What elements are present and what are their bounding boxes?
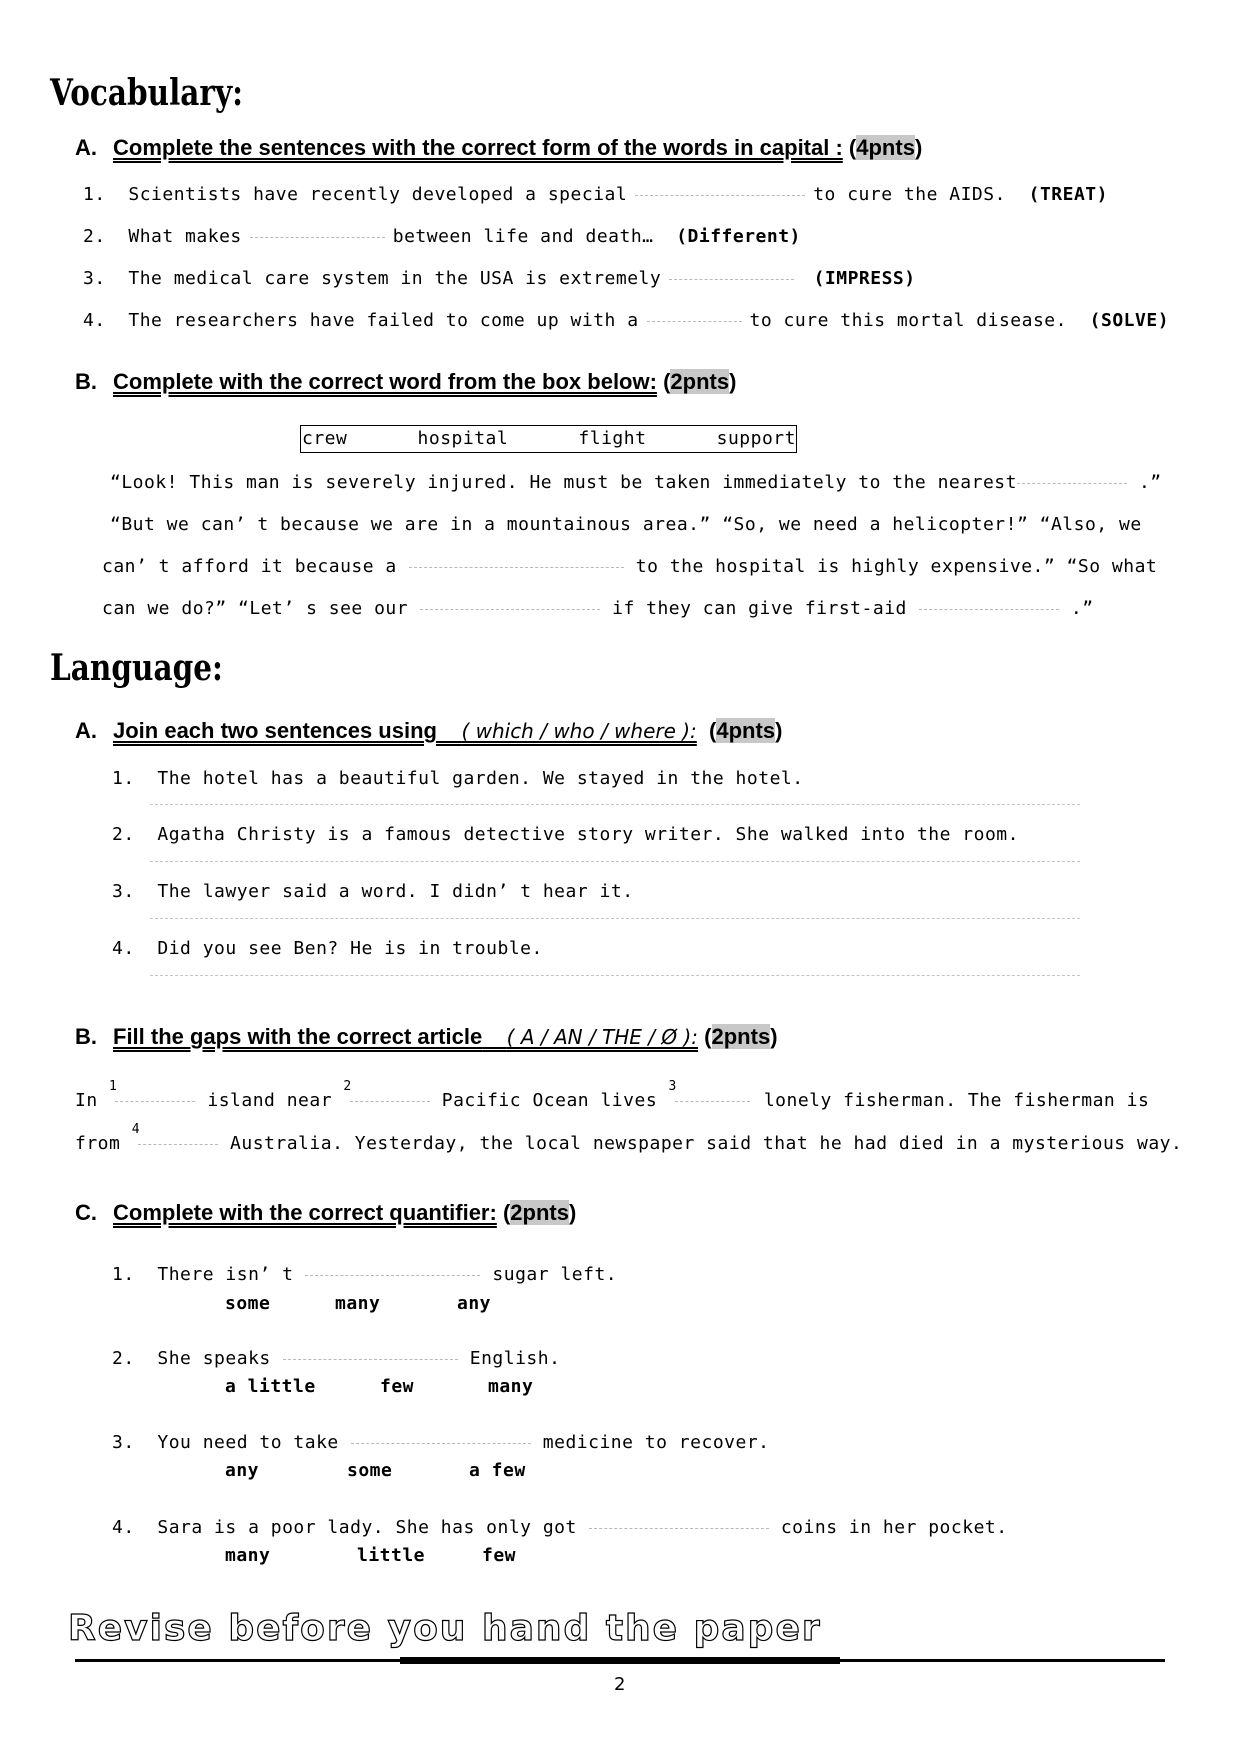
item-text: between life and death… bbox=[392, 226, 654, 247]
passage-text: In bbox=[75, 1090, 98, 1111]
answer-line[interactable] bbox=[150, 804, 1080, 805]
quantifier-options-2 bbox=[225, 1376, 533, 1397]
answer-line[interactable] bbox=[150, 918, 1080, 919]
item-text: Agatha Christy is a famous detective story writer. She walked into the room. bbox=[157, 824, 1019, 845]
section-title-vocabulary: Vocabulary: bbox=[50, 72, 244, 114]
lang-part-b-header bbox=[75, 1024, 778, 1050]
passage-line-4 bbox=[102, 598, 1094, 619]
part-letter: A. bbox=[75, 718, 97, 743]
item-text: sugar left. bbox=[492, 1264, 618, 1285]
instruction: Complete with the correct word from the box below: bbox=[113, 369, 657, 394]
passage-text: lonely fisherman. The fisherman is bbox=[763, 1090, 1150, 1111]
option[interactable]: a few bbox=[469, 1460, 526, 1481]
answer-line[interactable] bbox=[150, 861, 1080, 862]
item-text: What makes bbox=[128, 226, 242, 247]
item-number: 3. bbox=[112, 1432, 135, 1453]
box-word: flight bbox=[578, 428, 647, 449]
instruction-text: Fill the gaps with the correct article bbox=[113, 1024, 483, 1049]
item-text: to cure the AIDS. bbox=[813, 184, 1006, 205]
quantifier-item-1 bbox=[112, 1264, 617, 1285]
item-text: The researchers have failed to come up with a bbox=[128, 310, 639, 331]
word-cue: (SOLVE) bbox=[1089, 310, 1170, 331]
passage-line-2 bbox=[110, 514, 1142, 535]
answer-blank[interactable] bbox=[589, 1528, 769, 1529]
option[interactable]: a little bbox=[225, 1376, 316, 1397]
option[interactable]: many bbox=[488, 1376, 534, 1397]
points-badge: (2pnts) bbox=[704, 1024, 778, 1049]
points-value: 4pnts bbox=[716, 718, 776, 743]
instruction bbox=[113, 1024, 698, 1049]
option[interactable]: few bbox=[380, 1376, 415, 1397]
join-item-3 bbox=[112, 881, 634, 902]
quantifier-item-2 bbox=[112, 1348, 560, 1369]
quantifier-item-4 bbox=[112, 1517, 1008, 1538]
option[interactable]: little bbox=[357, 1545, 426, 1566]
join-item-4 bbox=[112, 938, 543, 959]
answer-blank[interactable] bbox=[1017, 483, 1127, 484]
item-number: 3. bbox=[112, 881, 135, 902]
points-value: 2pnts bbox=[510, 1200, 569, 1225]
item-text: Scientists have recently developed a special bbox=[128, 184, 628, 205]
answer-blank[interactable] bbox=[647, 321, 742, 322]
item-number: 2. bbox=[112, 824, 135, 845]
word-cue: (Different) bbox=[676, 226, 801, 247]
answer-blank[interactable] bbox=[115, 1101, 195, 1102]
passage-text: can’ t afford it because a bbox=[102, 556, 397, 577]
item-text: She speaks bbox=[157, 1348, 271, 1369]
join-item-1 bbox=[112, 768, 804, 789]
options: ( A / AN / THE / Ø ): bbox=[506, 1025, 699, 1049]
part-letter: C. bbox=[75, 1200, 97, 1225]
gap-number: 2 bbox=[343, 1079, 352, 1094]
box-word: hospital bbox=[417, 428, 509, 449]
item-text: You need to take bbox=[157, 1432, 339, 1453]
quantifier-options-1 bbox=[225, 1293, 491, 1314]
item-text: to cure this mortal disease. bbox=[749, 310, 1067, 331]
vocab-a-item-3 bbox=[83, 268, 916, 289]
answer-blank[interactable] bbox=[919, 609, 1059, 610]
passage-line-3 bbox=[102, 556, 1157, 577]
instruction: Complete with the correct quantifier: bbox=[113, 1200, 497, 1225]
quantifier-item-3 bbox=[112, 1432, 770, 1453]
vocab-part-b-header bbox=[75, 369, 736, 395]
part-letter: A. bbox=[75, 135, 97, 160]
vocab-a-item-4 bbox=[83, 310, 1169, 331]
item-text: coins in her pocket. bbox=[780, 1517, 1008, 1538]
item-text: The lawyer said a word. I didn’ t hear it. bbox=[157, 881, 634, 902]
item-number: 2. bbox=[112, 1348, 135, 1369]
passage-text: “But we can’ t because we are in a mountainous area.” “So, we need a helicopter!” “Also, we bbox=[110, 514, 1142, 535]
gap-number: 4 bbox=[131, 1122, 141, 1137]
item-text: medicine to recover. bbox=[542, 1432, 770, 1453]
points-value: 4pnts bbox=[856, 135, 915, 160]
option[interactable]: few bbox=[482, 1545, 517, 1566]
gap-number: 3 bbox=[668, 1079, 677, 1094]
section-title-language: Language: bbox=[50, 647, 223, 689]
join-item-2 bbox=[112, 824, 1019, 845]
item-number: 1. bbox=[83, 184, 106, 205]
option[interactable]: some bbox=[225, 1293, 271, 1314]
answer-blank[interactable] bbox=[283, 1359, 458, 1360]
quantifier-options-4 bbox=[225, 1545, 516, 1566]
item-number: 3. bbox=[83, 268, 106, 289]
instruction: Complete the sentences with the correct form of the words in capital : bbox=[113, 135, 843, 160]
passage-text: .” bbox=[1070, 598, 1094, 619]
item-text: There isn’ t bbox=[157, 1264, 294, 1285]
passage-text: island near bbox=[207, 1090, 333, 1111]
instruction bbox=[113, 718, 697, 743]
word-cue: (TREAT) bbox=[1028, 184, 1108, 205]
vocab-a-item-1 bbox=[83, 184, 1108, 205]
item-text: Did you see Ben? He is in trouble. bbox=[157, 938, 543, 959]
points-value: 2pnts bbox=[711, 1024, 771, 1049]
part-letter: B. bbox=[75, 1024, 97, 1049]
points-badge: (2pnts) bbox=[502, 1200, 577, 1225]
item-text: The medical care system in the USA is extremely bbox=[128, 268, 662, 289]
item-number: 1. bbox=[112, 1264, 135, 1285]
passage-text: Pacific Ocean lives bbox=[441, 1090, 658, 1111]
quantifier-options-3 bbox=[225, 1460, 526, 1481]
item-text: English. bbox=[469, 1348, 561, 1369]
passage-text: can we do?” “Let’ s see our bbox=[102, 598, 409, 619]
item-number: 4. bbox=[112, 1517, 135, 1538]
instruction-text: Join each two sentences using bbox=[113, 718, 437, 743]
vocab-part-a-header bbox=[75, 135, 922, 161]
passage-text: from bbox=[75, 1133, 121, 1154]
answer-blank[interactable] bbox=[669, 279, 794, 280]
box-word: support bbox=[716, 428, 796, 449]
footer-slogan: Revise before you hand the paper bbox=[68, 1608, 822, 1649]
item-number: 2. bbox=[83, 226, 106, 247]
article-line-1 bbox=[75, 1079, 1150, 1111]
item-number: 1. bbox=[112, 768, 135, 789]
box-word: crew bbox=[302, 428, 348, 449]
item-number: 4. bbox=[83, 310, 106, 331]
option[interactable]: many bbox=[335, 1293, 381, 1314]
answer-blank[interactable] bbox=[250, 237, 385, 238]
page-number: 2 bbox=[614, 1674, 626, 1695]
answer-blank[interactable] bbox=[138, 1144, 218, 1145]
lang-part-a-header bbox=[75, 718, 782, 744]
article-line-2 bbox=[75, 1122, 1183, 1154]
lang-part-c-header bbox=[75, 1200, 576, 1226]
passage-text: if they can give first-aid bbox=[612, 598, 907, 619]
item-text: Sara is a poor lady. She has only got bbox=[157, 1517, 577, 1538]
answer-blank[interactable] bbox=[305, 1275, 480, 1276]
options: ( which / who / where ): bbox=[461, 719, 697, 743]
option[interactable]: any bbox=[225, 1460, 260, 1481]
points-value: 2pnts bbox=[670, 369, 730, 394]
points-badge: (4pnts) bbox=[709, 718, 783, 743]
option[interactable]: any bbox=[457, 1293, 492, 1314]
word-box bbox=[300, 425, 797, 453]
answer-blank[interactable] bbox=[635, 195, 805, 196]
answer-blank[interactable] bbox=[351, 1443, 531, 1444]
answer-blank[interactable] bbox=[675, 1101, 750, 1102]
answer-line[interactable] bbox=[150, 975, 1080, 976]
word-cue: (IMPRESS) bbox=[813, 268, 916, 289]
passage-text: .” bbox=[1138, 472, 1162, 493]
passage-text: Australia. Yesterday, the local newspaper said that he had died in a mysterious way. bbox=[230, 1133, 1183, 1154]
answer-blank[interactable] bbox=[409, 567, 624, 568]
option[interactable]: many bbox=[225, 1545, 271, 1566]
answer-blank[interactable] bbox=[420, 609, 600, 610]
points-badge: (2pnts) bbox=[663, 369, 737, 394]
answer-blank[interactable] bbox=[350, 1101, 430, 1102]
vocab-a-item-2 bbox=[83, 226, 801, 247]
points-badge: (4pnts) bbox=[848, 135, 923, 160]
gap-number: 1 bbox=[109, 1079, 118, 1094]
passage-text: “Look! This man is severely injured. He must be taken immediately to the nearest bbox=[110, 472, 1017, 493]
passage-line-1 bbox=[110, 472, 1162, 493]
footer-divider-center bbox=[400, 1657, 840, 1664]
part-letter: B. bbox=[75, 369, 97, 394]
item-number: 4. bbox=[112, 938, 135, 959]
option[interactable]: some bbox=[347, 1460, 393, 1481]
item-text: The hotel has a beautiful garden. We stayed in the hotel. bbox=[157, 768, 804, 789]
passage-text: to the hospital is highly expensive.” “So what bbox=[635, 556, 1158, 577]
